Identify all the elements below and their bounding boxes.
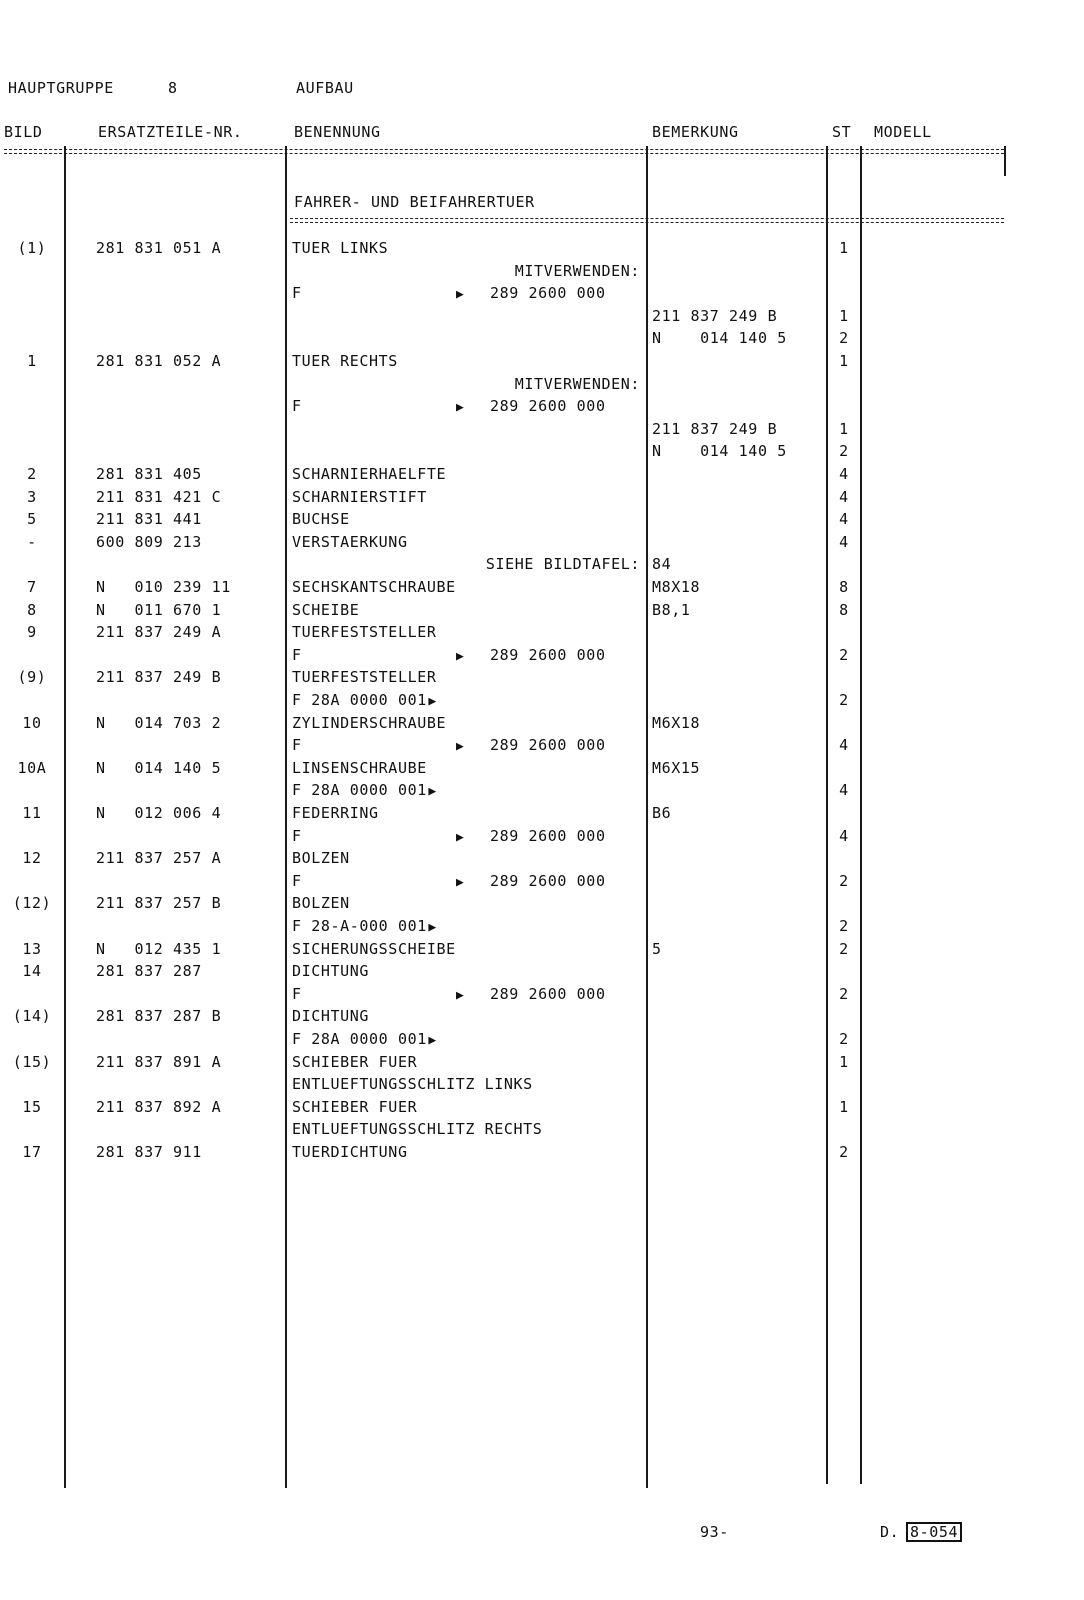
header-rule-top (4, 149, 1004, 150)
row-remark: 211 837 249 B (652, 420, 778, 438)
arrow-icon: ▶ (456, 400, 464, 415)
arrow-icon: ▶ (428, 784, 437, 799)
doc-prefix: D. (880, 1523, 900, 1541)
group-number: 8 (168, 79, 178, 97)
row-name: SCHARNIERSTIFT (292, 488, 427, 506)
row-name: SIEHE BILDTAFEL: (485, 555, 640, 573)
row-remark: 211 837 249 B (652, 307, 778, 325)
row-qty: 1 (839, 239, 849, 257)
column-divider (646, 146, 648, 1488)
row-bild: 9 (27, 623, 37, 641)
arrow-icon: ▶ (456, 875, 464, 890)
row-qty: 2 (839, 691, 849, 709)
arrow-icon: ▶ (456, 830, 464, 845)
row-part-number: 281 837 287 (96, 962, 202, 980)
row-remark: B6 (652, 804, 672, 822)
row-ref-number: 289 2600 000 (490, 736, 606, 754)
row-bild: (15) (12, 1053, 52, 1071)
row-part-number: 281 831 052 A (96, 352, 222, 370)
row-name: F (292, 646, 302, 664)
row-part-number: 211 831 421 C (96, 488, 222, 506)
row-bild: 14 (22, 962, 42, 980)
row-bild: 5 (27, 510, 37, 528)
col-header-bild: BILD (4, 123, 43, 141)
row-name: F (292, 397, 302, 415)
row-name: TUER LINKS (292, 239, 389, 257)
col-header-model: MODELL (874, 123, 932, 141)
row-remark: M6X15 (652, 759, 701, 777)
row-part-number: 281 831 051 A (96, 239, 222, 257)
column-divider (1004, 146, 1006, 176)
page-number: 93- (700, 1523, 729, 1541)
row-bild: 10 (22, 714, 42, 732)
row-name: SCHARNIERHAELFTE (292, 465, 447, 483)
row-remark: N 014 140 5 (652, 329, 787, 347)
section-title: FAHRER- UND BEIFAHRERTUER (294, 193, 535, 211)
row-qty: 2 (839, 872, 849, 890)
row-name: SCHEIBE (292, 601, 360, 619)
row-bild: 8 (27, 601, 37, 619)
row-name: SECHSKANTSCHRAUBE (292, 578, 456, 596)
col-header-name: BENENNUNG (294, 123, 381, 141)
row-name: BUCHSE (292, 510, 350, 528)
row-remark: M8X18 (652, 578, 701, 596)
row-part-number: 600 809 213 (96, 533, 202, 551)
col-header-remark: BEMERKUNG (652, 123, 739, 141)
row-part-number: N 014 140 5 (96, 759, 222, 777)
row-bild: 15 (22, 1098, 42, 1116)
row-name: MITVERWENDEN: (514, 262, 640, 280)
row-part-number: 281 837 911 (96, 1143, 202, 1161)
row-name: SICHERUNGSSCHEIBE (292, 940, 456, 958)
row-bild: 2 (27, 465, 37, 483)
row-qty: 4 (839, 510, 849, 528)
row-bild: 12 (22, 849, 42, 867)
row-bild: 1 (27, 352, 37, 370)
row-qty: 2 (839, 940, 849, 958)
doc-code-box: 8-054 (906, 1522, 962, 1542)
row-name: F 28A 0000 001 (292, 691, 427, 709)
column-divider (285, 146, 287, 1488)
row-qty: 4 (839, 533, 849, 551)
row-qty: 4 (839, 781, 849, 799)
row-name: ZYLINDERSCHRAUBE (292, 714, 447, 732)
row-ref-number: 289 2600 000 (490, 827, 606, 845)
row-qty: 8 (839, 578, 849, 596)
row-qty: 2 (839, 329, 849, 347)
row-bild: (14) (12, 1007, 52, 1025)
col-header-qty: ST (832, 123, 852, 141)
row-ref-number: 289 2600 000 (490, 284, 606, 302)
row-bild: (9) (17, 668, 47, 686)
group-label: HAUPTGRUPPE (8, 79, 114, 97)
row-qty: 4 (839, 736, 849, 754)
row-name: F 28A 0000 001 (292, 781, 427, 799)
arrow-icon: ▶ (456, 649, 464, 664)
row-name: MITVERWENDEN: (514, 375, 640, 393)
section-rule-top (290, 218, 1004, 219)
row-bild: (1) (17, 239, 47, 257)
row-name: F (292, 827, 302, 845)
row-name: VERSTAERKUNG (292, 533, 408, 551)
row-ref-number: 289 2600 000 (490, 397, 606, 415)
row-name: TUER RECHTS (292, 352, 398, 370)
doc-code (906, 1522, 962, 1542)
row-name: BOLZEN (292, 849, 350, 867)
row-remark: B8,1 (652, 601, 691, 619)
row-qty: 2 (839, 917, 849, 935)
arrow-icon: ▶ (428, 920, 437, 935)
row-name: DICHTUNG (292, 962, 370, 980)
row-bild: 7 (27, 578, 37, 596)
row-qty: 1 (839, 1053, 849, 1071)
row-name: F (292, 985, 302, 1003)
row-remark: M6X18 (652, 714, 701, 732)
row-qty: 8 (839, 601, 849, 619)
row-remark: 84 (652, 555, 672, 573)
row-name: ENTLUEFTUNGSSCHLITZ LINKS (292, 1075, 533, 1093)
row-qty: 2 (839, 1030, 849, 1048)
row-qty: 2 (839, 646, 849, 664)
row-qty: 2 (839, 1143, 849, 1161)
row-part-number: N 014 703 2 (96, 714, 222, 732)
row-name: TUERFESTSTELLER (292, 668, 437, 686)
row-name: SCHIEBER FUER (292, 1053, 418, 1071)
row-bild: 17 (22, 1143, 42, 1161)
arrow-icon: ▶ (456, 988, 464, 1003)
row-ref-number: 289 2600 000 (490, 985, 606, 1003)
row-qty: 4 (839, 488, 849, 506)
row-part-number: N 012 435 1 (96, 940, 222, 958)
row-name: FEDERRING (292, 804, 379, 822)
row-part-number: N 010 239 11 (96, 578, 231, 596)
row-name: LINSENSCHRAUBE (292, 759, 427, 777)
row-qty: 2 (839, 442, 849, 460)
column-divider (860, 146, 862, 1484)
row-part-number: 211 837 249 B (96, 668, 222, 686)
row-name: SCHIEBER FUER (292, 1098, 418, 1116)
row-name: DICHTUNG (292, 1007, 370, 1025)
row-part-number: N 012 006 4 (96, 804, 222, 822)
row-part-number: 211 831 441 (96, 510, 202, 528)
row-name: BOLZEN (292, 894, 350, 912)
row-bild: (12) (12, 894, 52, 912)
row-bild: 11 (22, 804, 42, 822)
row-part-number: 281 837 287 B (96, 1007, 222, 1025)
arrow-icon: ▶ (456, 287, 464, 302)
arrow-icon: ▶ (456, 739, 464, 754)
section-rule-bottom (290, 222, 1004, 223)
row-part-number: 211 837 257 A (96, 849, 222, 867)
row-name: TUERDICHTUNG (292, 1143, 408, 1161)
row-bild: - (27, 533, 37, 551)
row-remark: 5 (652, 940, 662, 958)
row-remark: N 014 140 5 (652, 442, 787, 460)
col-header-part-no: ERSATZTEILE-NR. (98, 123, 243, 141)
row-part-number: 211 837 891 A (96, 1053, 222, 1071)
row-bild: 10A (17, 759, 47, 777)
row-part-number: 281 831 405 (96, 465, 202, 483)
row-part-number: 211 837 249 A (96, 623, 222, 641)
row-part-number: 211 837 257 B (96, 894, 222, 912)
row-qty: 1 (839, 307, 849, 325)
row-name: ENTLUEFTUNGSSCHLITZ RECHTS (292, 1120, 543, 1138)
row-name: F 28-A-000 001 (292, 917, 427, 935)
row-name: F 28A 0000 001 (292, 1030, 427, 1048)
row-qty: 2 (839, 985, 849, 1003)
row-qty: 4 (839, 827, 849, 845)
arrow-icon: ▶ (428, 1033, 437, 1048)
row-qty: 1 (839, 420, 849, 438)
row-name: F (292, 872, 302, 890)
column-divider (64, 146, 66, 1488)
row-ref-number: 289 2600 000 (490, 646, 606, 664)
row-bild: 3 (27, 488, 37, 506)
row-name: TUERFESTSTELLER (292, 623, 437, 641)
row-qty: 4 (839, 465, 849, 483)
column-divider (826, 146, 828, 1484)
row-name: F (292, 736, 302, 754)
row-qty: 1 (839, 1098, 849, 1116)
row-ref-number: 289 2600 000 (490, 872, 606, 890)
header-rule-bottom (4, 153, 1004, 154)
row-part-number: N 011 670 1 (96, 601, 222, 619)
row-qty: 1 (839, 352, 849, 370)
row-bild: 13 (22, 940, 42, 958)
arrow-icon: ▶ (428, 694, 437, 709)
group-name: AUFBAU (296, 79, 354, 97)
row-part-number: 211 837 892 A (96, 1098, 222, 1116)
row-name: F (292, 284, 302, 302)
